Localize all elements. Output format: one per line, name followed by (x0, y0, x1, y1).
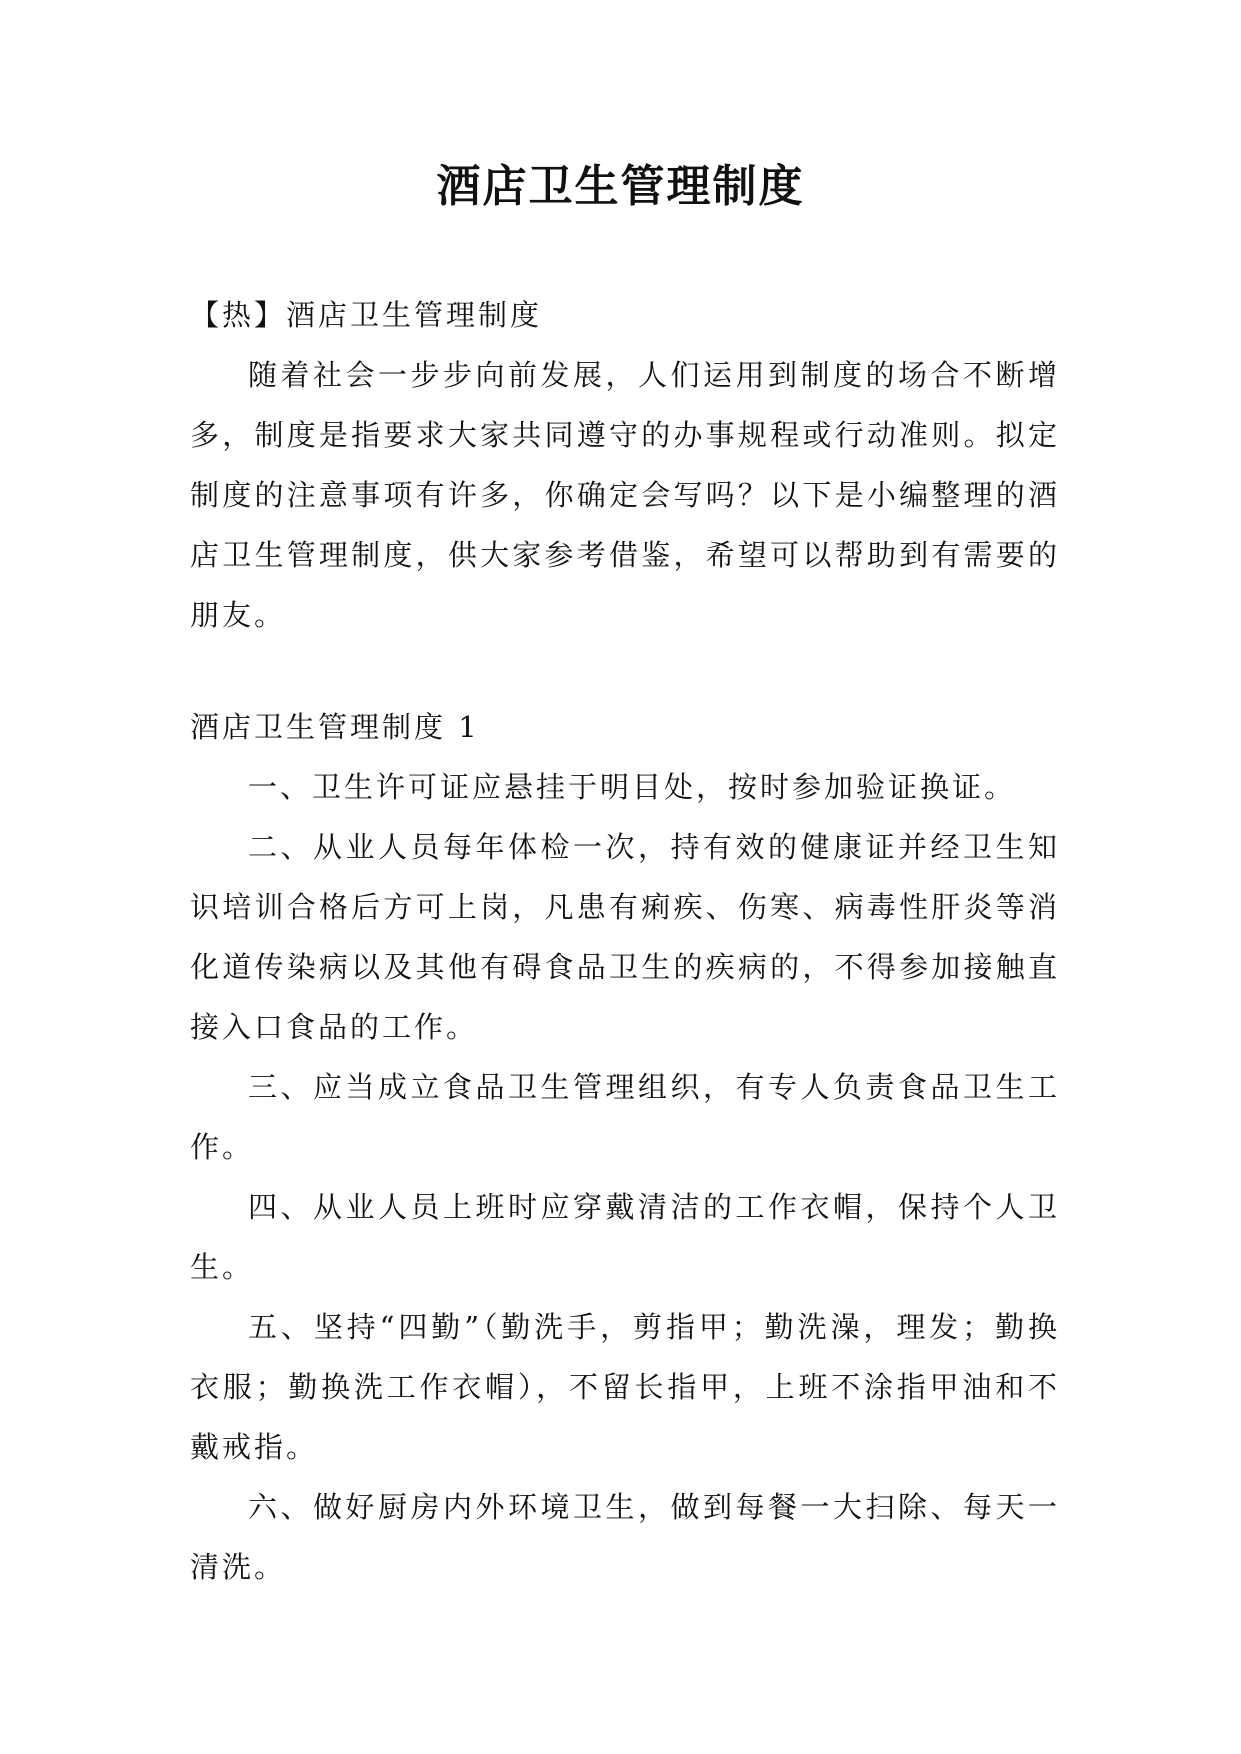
rule-item-4: 四、从业人员上班时应穿戴清洁的工作衣帽，保持个人卫生。 (190, 1190, 1060, 1284)
rule-item-5: 五、坚持“四勤”（勤洗手，剪指甲；勤洗澡，理发；勤换衣服；勤换洗工作衣帽），不留长指甲，上班不涂指甲油和不戴戒指。 (190, 1310, 1060, 1464)
rule-item-1: 一、卫生许可证应悬挂于明目处，按时参加验证换证。 (248, 770, 1017, 804)
document-title: 酒店卫生管理制度 (436, 161, 805, 212)
paragraph-gap (190, 645, 1060, 697)
section-heading: 酒店卫生管理制度 1 (190, 710, 480, 744)
rule-item-2: 二、从业人员每年体检一次，持有效的健康证并经卫生知识培训合格后方可上岗，凡患有痢疾、伤寒、病毒性肝炎等消化道传染病以及其他有碍食品卫生的疾病的，不得参加接触直接入口食品的工作。 (190, 830, 1060, 1044)
document-subtitle: 【热】酒店卫生管理制度 (190, 298, 543, 332)
rule-item-6: 六、做好厨房内外环境卫生，做到每餐一大扫除、每天一清洗。 (190, 1490, 1060, 1584)
document-body (190, 285, 1060, 1597)
rule-item-3: 三、应当成立食品卫生管理组织，有专人负责食品卫生工作。 (190, 1070, 1060, 1164)
intro-paragraph: 随着社会一步步向前发展，人们运用到制度的场合不断增多，制度是指要求大家共同遵守的办事规程或行动准则。拟定制度的注意事项有许多，你确定会写吗？以下是小编整理的酒店卫生管理制度，供大家参考借鉴，希望可以帮助到有需要的朋友。 (190, 358, 1060, 632)
